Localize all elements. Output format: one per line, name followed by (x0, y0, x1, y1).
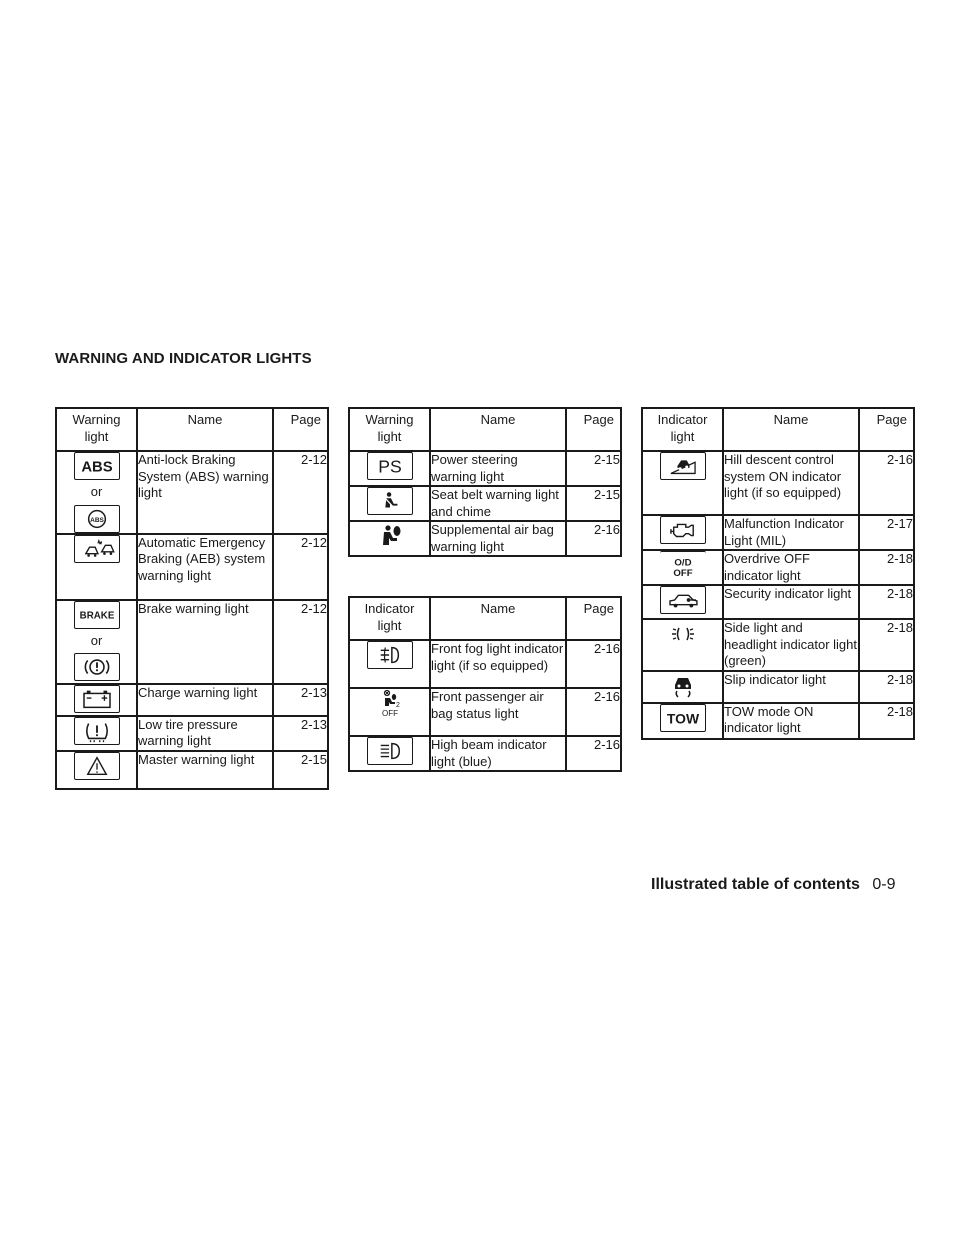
page-footer (651, 876, 896, 894)
col-header-icon: Indicator light (642, 408, 723, 451)
row-page: 2-16 (859, 451, 914, 515)
col-header-page: Page (566, 408, 621, 451)
row-name: Power steering warning light (430, 451, 566, 486)
row-name: Anti-lock Braking System (ABS) warning light (137, 451, 273, 534)
battery-icon (74, 685, 120, 713)
row-name: Automatic Emergency Braking (AEB) system warning light (137, 534, 273, 600)
table-row (642, 671, 914, 703)
table-row (56, 751, 328, 789)
row-page: 2-15 (566, 451, 621, 486)
footer-page-number: 0-9 (872, 876, 896, 893)
security-car-icon (660, 586, 706, 614)
table-row (56, 600, 328, 684)
row-name: Overdrive OFF indicator light (723, 550, 859, 585)
row-page: 2-16 (566, 640, 621, 688)
svg-text:ABS: ABS (80, 459, 113, 476)
row-name: Low tire pressure warning light (137, 716, 273, 751)
col-header-name: Name (723, 408, 859, 451)
footer-title: Illustrated table of contents (651, 876, 860, 893)
indicator-lights-table-3 (348, 596, 622, 772)
row-name: Supplemental air bag warning light (430, 521, 566, 556)
row-page: 2-12 (273, 534, 328, 600)
row-page: 2-13 (273, 684, 328, 716)
col-header-page: Page (859, 408, 914, 451)
row-page: 2-16 (566, 736, 621, 771)
row-page: 2-18 (859, 703, 914, 739)
table-header (349, 408, 621, 451)
svg-text:OFF: OFF (381, 709, 398, 717)
indicator-lights-table-4 (641, 407, 915, 740)
table-row (349, 736, 621, 771)
col-header-icon: Warning light (56, 408, 137, 451)
high-beam-icon (367, 737, 413, 765)
front-fog-light-icon (367, 641, 413, 669)
col-header-icon: Indicator light (349, 597, 430, 640)
col-header-icon: Warning light (349, 408, 430, 451)
table-row (642, 703, 914, 739)
table-row (349, 451, 621, 486)
table-row (642, 550, 914, 585)
table-row (642, 619, 914, 671)
section-title: WARNING AND INDICATOR LIGHTS (55, 350, 312, 367)
row-page: 2-12 (273, 600, 328, 684)
col-header-name: Name (430, 597, 566, 640)
side-light-icon (660, 620, 706, 648)
airbag-icon (367, 522, 413, 550)
table-header (56, 408, 328, 451)
brake-text-icon (74, 601, 120, 629)
svg-text:PS: PS (377, 456, 402, 477)
table-row (642, 515, 914, 550)
row-page: 2-16 (566, 521, 621, 556)
col-header-page: Page (566, 597, 621, 640)
svg-text:BRAKE: BRAKE (79, 610, 114, 622)
or-label: or (90, 484, 103, 499)
warning-lights-table-1 (55, 407, 329, 790)
row-page: 2-13 (273, 716, 328, 751)
row-name: Front passenger air bag status light (430, 688, 566, 736)
power-steering-icon (367, 452, 413, 480)
hill-descent-icon (660, 452, 706, 480)
abs-text-icon (74, 452, 120, 480)
table-row (349, 640, 621, 688)
row-name: Side light and headlight indicator light (green) (723, 619, 859, 671)
master-warning-triangle-icon (74, 752, 120, 780)
overdrive-off-icon (660, 551, 706, 579)
table-row (349, 521, 621, 556)
table-row (56, 684, 328, 716)
col-header-name: Name (137, 408, 273, 451)
row-page: 2-18 (859, 550, 914, 585)
row-name: Charge warning light (137, 684, 273, 716)
table-row (56, 716, 328, 751)
col-header-page: Page (273, 408, 328, 451)
row-page: 2-18 (859, 619, 914, 671)
tow-mode-icon (660, 704, 706, 732)
row-name: TOW mode ON indicator light (723, 703, 859, 739)
svg-text:2: 2 (395, 702, 400, 709)
row-name: Hill descent control system ON indicator light (if so equipped) (723, 451, 859, 515)
table-row (349, 688, 621, 736)
row-name: Security indicator light (723, 585, 859, 619)
tire-pressure-icon (74, 717, 120, 745)
row-page: 2-17 (859, 515, 914, 550)
row-name: High beam indicator light (blue) (430, 736, 566, 771)
row-page: 2-16 (566, 688, 621, 736)
aeb-collision-icon (74, 535, 120, 563)
passenger-airbag-off-icon (367, 689, 413, 717)
row-page: 2-12 (273, 451, 328, 534)
svg-text:O/DOFF: O/D OFF (672, 557, 693, 579)
or-label: or (90, 632, 103, 648)
row-name: Malfunction Indicator Light (MIL) (723, 515, 859, 550)
table-row (642, 585, 914, 619)
svg-text:ABS: ABS (89, 516, 104, 524)
table-header (349, 597, 621, 640)
table-row (56, 534, 328, 600)
table-row (56, 451, 328, 534)
seat-belt-icon (367, 487, 413, 515)
row-page: 2-15 (273, 751, 328, 789)
row-page: 2-18 (859, 671, 914, 703)
row-page: 2-18 (859, 585, 914, 619)
row-name: Seat belt warning light and chime (430, 486, 566, 521)
svg-text:TOW: TOW (666, 710, 699, 727)
row-name: Slip indicator light (723, 671, 859, 703)
col-header-name: Name (430, 408, 566, 451)
table-row (349, 486, 621, 521)
brake-circle-icon (74, 653, 120, 681)
row-name: Front fog light indicator light (if so equipped) (430, 640, 566, 688)
row-name: Master warning light (137, 751, 273, 789)
row-name: Brake warning light (137, 600, 273, 684)
table-header (642, 408, 914, 451)
engine-mil-icon (660, 516, 706, 544)
warning-lights-table-2 (348, 407, 622, 557)
slip-indicator-icon (660, 672, 706, 700)
abs-circle-icon (74, 505, 120, 533)
table-row (642, 451, 914, 515)
row-page: 2-15 (566, 486, 621, 521)
